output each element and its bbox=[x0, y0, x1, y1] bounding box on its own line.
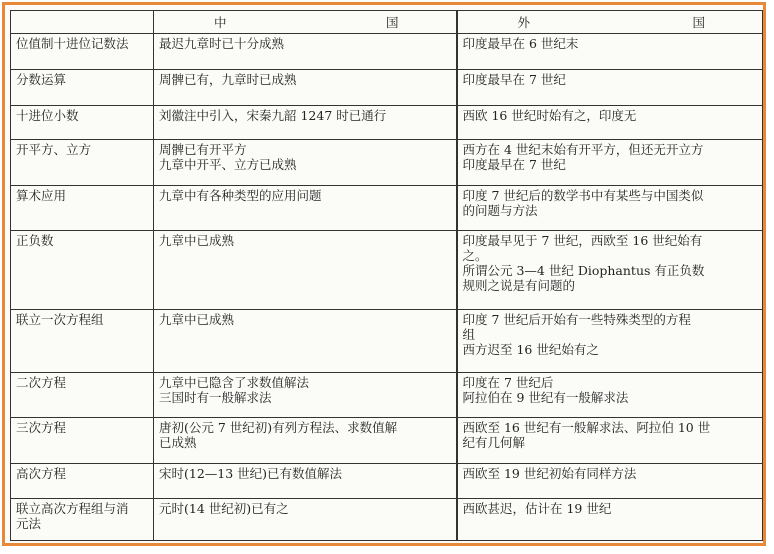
row-topic: 正负数 bbox=[11, 231, 154, 310]
row-topic: 三次方程 bbox=[11, 418, 154, 464]
row-topic: 联立高次方程组与消 元法 bbox=[11, 499, 154, 541]
comparison-table bbox=[10, 10, 763, 541]
table-row bbox=[11, 70, 763, 105]
document-frame bbox=[2, 2, 766, 546]
table-row bbox=[11, 105, 763, 139]
row-china: 九章中已成熟 bbox=[154, 231, 457, 310]
header-foreign-char2: 国 bbox=[692, 14, 706, 30]
row-foreign: 印度 7 世纪后开始有一些特殊类型的方程 组 西方迟至 16 世纪始有之 bbox=[457, 310, 763, 372]
row-foreign: 西方在 4 世纪末始有开平方，但还无开立方 印度最早在 7 世纪 bbox=[457, 139, 763, 185]
header-china bbox=[154, 11, 457, 34]
table-row bbox=[11, 418, 763, 464]
row-foreign: 西欧甚迟，估计在 19 世纪 bbox=[457, 499, 763, 541]
table-row bbox=[11, 231, 763, 310]
row-foreign: 印度在 7 世纪后 阿拉伯在 9 世纪有一般解求法 bbox=[457, 372, 763, 418]
row-topic: 联立一次方程组 bbox=[11, 310, 154, 372]
header-topic bbox=[11, 11, 154, 34]
row-china: 宋时(12—13 世纪)已有数值解法 bbox=[154, 464, 457, 499]
table-row bbox=[11, 464, 763, 499]
row-china: 九章中有各种类型的应用问题 bbox=[154, 185, 457, 231]
row-china: 最迟九章时已十分成熟 bbox=[154, 34, 457, 70]
row-topic: 分数运算 bbox=[11, 70, 154, 105]
header-china-char2: 国 bbox=[385, 14, 400, 30]
row-china: 周髀已有，九章时已成熟 bbox=[154, 70, 457, 105]
row-china: 周髀已有开平方 九章中开平、立方已成熟 bbox=[154, 139, 457, 185]
header-foreign-char1: 外 bbox=[517, 14, 532, 30]
header-china-char1: 中 bbox=[214, 14, 228, 30]
table-row bbox=[11, 499, 763, 541]
header-foreign bbox=[457, 11, 763, 34]
table-row bbox=[11, 310, 763, 372]
row-foreign: 西欧至 19 世纪初始有同样方法 bbox=[457, 464, 763, 499]
row-foreign: 印度 7 世纪后的数学书中有某些与中国类似 的问题与方法 bbox=[457, 185, 763, 231]
row-china: 刘徽注中引入，宋秦九韶 1247 时已通行 bbox=[154, 105, 457, 139]
header-row bbox=[11, 11, 763, 34]
row-china: 元时(14 世纪初)已有之 bbox=[154, 499, 457, 541]
row-foreign: 印度最早见于 7 世纪，西欧至 16 世纪始有 之。 所谓公元 3—4 世纪 Diophantus 有正负数 规则之说是有问题的 bbox=[457, 231, 763, 310]
row-foreign: 印度最早在 7 世纪 bbox=[457, 70, 763, 105]
row-china: 唐初(公元 7 世纪初)有列方程法、求数值解 已成熟 bbox=[154, 418, 457, 464]
row-topic: 位值制十进位记数法 bbox=[11, 34, 154, 70]
table-row bbox=[11, 34, 763, 70]
row-topic: 算术应用 bbox=[11, 185, 154, 231]
row-china: 九章中已成熟 bbox=[154, 310, 457, 372]
row-topic: 开平方、立方 bbox=[11, 139, 154, 185]
row-foreign: 印度最早在 6 世纪末 bbox=[457, 34, 763, 70]
row-topic: 十进位小数 bbox=[11, 105, 154, 139]
row-china: 九章中已隐含了求数值解法 三国时有一般解求法 bbox=[154, 372, 457, 418]
row-foreign: 西欧 16 世纪时始有之，印度无 bbox=[457, 105, 763, 139]
row-foreign: 西欧至 16 世纪有一般解求法、阿拉伯 10 世 纪有几何解 bbox=[457, 418, 763, 464]
table-row bbox=[11, 139, 763, 185]
row-topic: 高次方程 bbox=[11, 464, 154, 499]
row-topic: 二次方程 bbox=[11, 372, 154, 418]
table-row bbox=[11, 185, 763, 231]
table-row bbox=[11, 372, 763, 418]
